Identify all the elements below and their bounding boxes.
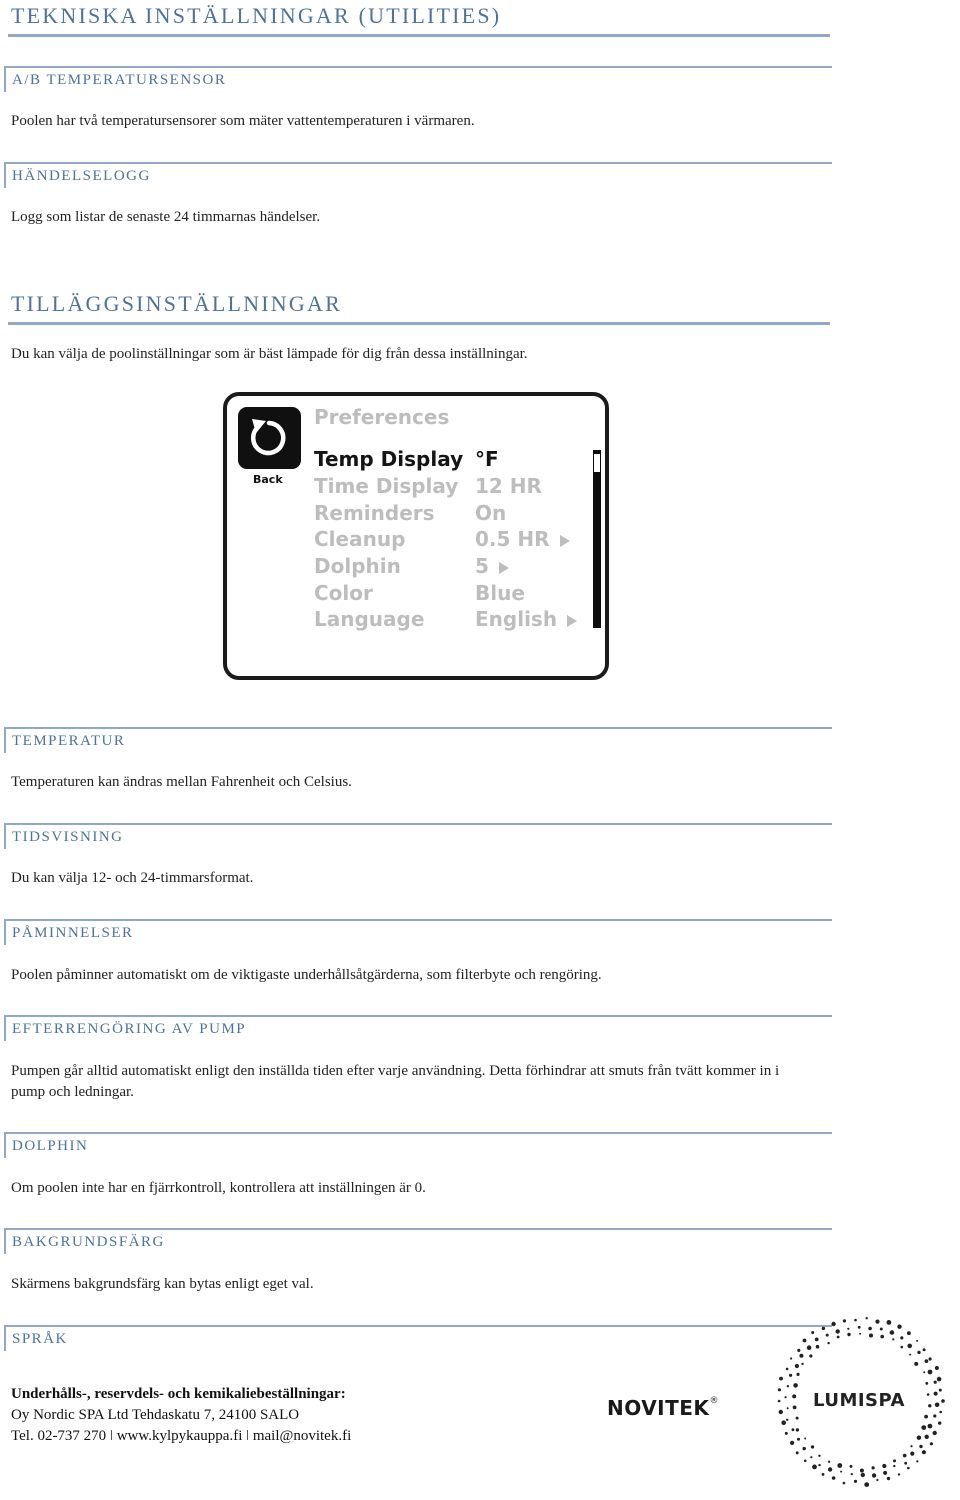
lumispa-dot bbox=[836, 1329, 840, 1333]
lumispa-dot bbox=[796, 1417, 799, 1420]
lumispa-dot bbox=[904, 1462, 907, 1465]
section-heading-sensor: A/B TEMPERATURSENSOR bbox=[12, 72, 227, 88]
lumispa-dot bbox=[917, 1436, 921, 1440]
lumispa-dot bbox=[924, 1415, 928, 1419]
section-body-extra: Du kan välja de poolinställningar som är bäst lämpade för dig från dessa inställningar. bbox=[11, 346, 528, 362]
section-heading-color: BAKGRUNDSFÄRG bbox=[12, 1234, 165, 1250]
lumispa-dot bbox=[864, 1482, 869, 1487]
submenu-arrow-icon bbox=[560, 535, 570, 547]
lumispa-dot bbox=[797, 1438, 800, 1441]
section-heading-reminders: PÅMINNELSER bbox=[12, 925, 134, 941]
lumispa-dot bbox=[901, 1346, 904, 1349]
page-title: TEKNISKA INSTÄLLNINGAR (UTILITIES) bbox=[11, 3, 502, 28]
lumispa-dot bbox=[832, 1476, 836, 1480]
section-body-sensor: Poolen har två temperatursensorer som mäter vattentemperaturen i värmaren. bbox=[11, 113, 475, 129]
lumispa-dot bbox=[828, 1467, 832, 1471]
pref-value-cleanup: 0.5 HR bbox=[475, 527, 550, 551]
lumispa-dot bbox=[925, 1359, 929, 1363]
lumispa-dot bbox=[778, 1388, 781, 1391]
pref-label-reminders[interactable]: Reminders bbox=[314, 501, 435, 525]
lumispa-dot bbox=[779, 1377, 783, 1381]
section-box bbox=[4, 727, 832, 753]
lumispa-dot bbox=[779, 1410, 783, 1414]
lumispa-dot bbox=[928, 1404, 931, 1407]
lumispa-dot bbox=[919, 1445, 922, 1448]
lumispa-dot bbox=[909, 1354, 911, 1356]
lumispa-dot bbox=[827, 1342, 829, 1344]
lumispa-dot bbox=[786, 1419, 788, 1421]
section-heading-language: SPRÅK bbox=[12, 1331, 68, 1347]
pref-value-dolphin-wrap[interactable] bbox=[475, 554, 509, 578]
lumispa-dot bbox=[828, 1461, 830, 1463]
section-body-reminders: Poolen påminner automatiskt om de viktigaste underhållsåtgärderna, som filterbyte och rengöring. bbox=[11, 967, 602, 983]
lumispa-dot bbox=[892, 1338, 894, 1340]
lumispa-dot bbox=[801, 1363, 803, 1365]
lumispa-dot bbox=[799, 1354, 803, 1358]
lumispa-dot bbox=[792, 1394, 796, 1398]
lumispa-dot bbox=[893, 1465, 895, 1467]
lumispa-dot bbox=[928, 1370, 933, 1375]
lumispa-dot bbox=[815, 1338, 819, 1342]
section-box bbox=[4, 1132, 832, 1158]
extra-rule bbox=[8, 322, 830, 325]
lumispa-dot bbox=[939, 1389, 942, 1392]
pref-value-cleanup-wrap[interactable] bbox=[475, 527, 570, 551]
lumispa-dot bbox=[792, 1428, 795, 1431]
lumispa-dot bbox=[851, 1473, 853, 1475]
lumispa-dot bbox=[872, 1473, 876, 1477]
lumispa-logo bbox=[766, 1306, 956, 1496]
section-heading-time: TIDSVISNING bbox=[12, 829, 124, 845]
lumispa-dot bbox=[922, 1450, 926, 1454]
lumispa-dot bbox=[937, 1377, 942, 1382]
lumispa-dot bbox=[887, 1477, 890, 1480]
pref-label-color[interactable]: Color bbox=[314, 581, 373, 605]
section-heading-log: HÄNDELSELOGG bbox=[12, 168, 151, 184]
lumispa-dot bbox=[812, 1465, 817, 1470]
lumispa-dot bbox=[859, 1333, 861, 1335]
lumispa-dot bbox=[917, 1351, 920, 1354]
lumispa-dot bbox=[925, 1382, 928, 1385]
section-heading-dolphin: DOLPHIN bbox=[12, 1138, 89, 1154]
lumispa-dot bbox=[910, 1445, 912, 1447]
pref-label-temp-display[interactable]: Temp Display bbox=[314, 447, 464, 471]
lumispa-dot bbox=[831, 1322, 835, 1326]
submenu-arrow-icon bbox=[499, 562, 509, 574]
lumispa-dot bbox=[939, 1411, 942, 1414]
lumispa-dot bbox=[796, 1428, 799, 1431]
lumispa-dot bbox=[810, 1456, 812, 1458]
lumispa-dot bbox=[927, 1393, 930, 1396]
scrollbar[interactable] bbox=[593, 450, 601, 628]
lumispa-dot bbox=[882, 1464, 886, 1468]
pref-label-cleanup[interactable]: Cleanup bbox=[314, 527, 406, 551]
lumispa-dot bbox=[928, 1424, 933, 1429]
lumispa-dot bbox=[787, 1407, 789, 1409]
lumispa-dot bbox=[818, 1464, 820, 1466]
lumispa-dot bbox=[790, 1357, 792, 1359]
pref-label-language[interactable]: Language bbox=[314, 607, 425, 631]
lumispa-dot bbox=[822, 1473, 825, 1476]
lumispa-dot bbox=[826, 1334, 829, 1337]
lumispa-dot bbox=[933, 1414, 936, 1417]
section-heading-temperature: TEMPERATUR bbox=[12, 733, 126, 749]
lumispa-dot bbox=[778, 1400, 781, 1403]
lumispa-dot bbox=[822, 1327, 825, 1330]
lumispa-dot bbox=[868, 1327, 872, 1331]
lumispa-dot bbox=[793, 1383, 798, 1388]
pref-value-reminders[interactable]: On bbox=[475, 501, 507, 525]
lumispa-dot bbox=[795, 1364, 799, 1368]
registered-mark-icon: ® bbox=[709, 1396, 719, 1406]
preferences-title: Preferences bbox=[314, 405, 450, 429]
lumispa-dot bbox=[793, 1406, 797, 1410]
pref-value-dolphin: 5 bbox=[475, 554, 489, 578]
lumispa-dot bbox=[933, 1431, 937, 1435]
preferences-screen bbox=[223, 392, 609, 680]
pref-value-language-wrap[interactable] bbox=[475, 607, 577, 631]
lumispa-dot bbox=[900, 1336, 903, 1339]
lumispa-dot bbox=[923, 1348, 926, 1351]
lumispa-dot bbox=[785, 1396, 787, 1398]
section-body-cleanup-line2: pump och ledningar. bbox=[11, 1084, 134, 1100]
lumispa-dot bbox=[890, 1330, 895, 1335]
lumispa-dot bbox=[854, 1319, 857, 1322]
lumispa-dot bbox=[929, 1357, 932, 1360]
lumispa-dot bbox=[903, 1454, 907, 1458]
lumispa-dot bbox=[910, 1452, 914, 1456]
lumispa-dot bbox=[934, 1392, 938, 1396]
lumispa-dot bbox=[880, 1328, 883, 1331]
lumispa-dot bbox=[840, 1471, 842, 1473]
lumispa-dot bbox=[875, 1320, 879, 1324]
lumispa-dot bbox=[872, 1466, 875, 1469]
lumispa-dot bbox=[796, 1451, 799, 1454]
lumispa-dot bbox=[803, 1339, 807, 1343]
section-heading-cleanup: EFTERRENGÖRING AV PUMP bbox=[12, 1021, 247, 1037]
section-body-log: Logg som listar de senaste 24 timmarnas händelser. bbox=[11, 209, 321, 225]
lumispa-dot bbox=[837, 1463, 842, 1468]
novitek-logo-text: NOVITEK bbox=[607, 1396, 710, 1420]
footer-contact: Tel. 02-737 270 ǀ www.kylpykauppa.fi ǀ mail@novitek.fi bbox=[11, 1428, 352, 1444]
lumispa-dot bbox=[893, 1459, 896, 1462]
footer-address: Oy Nordic SPA Ltd Tehdaskatu 7, 24100 SALO bbox=[11, 1407, 300, 1423]
lumispa-dot bbox=[843, 1482, 846, 1485]
lumispa-dot bbox=[781, 1420, 786, 1425]
section-body-cleanup-line1: Pumpen går alltid automatiskt enligt den inställda tiden efter varje användning. Detta förhindrar att smuts från tvätt kommer in i bbox=[11, 1063, 780, 1079]
lumispa-dot bbox=[923, 1371, 925, 1373]
pref-value-temp-display[interactable]: °F bbox=[475, 447, 499, 471]
lumispa-dot bbox=[934, 1381, 937, 1384]
lumispa-dot bbox=[907, 1344, 912, 1349]
lumispa-dot bbox=[916, 1460, 918, 1462]
lumispa-dot bbox=[837, 1336, 840, 1339]
lumispa-dot bbox=[869, 1334, 873, 1338]
lumispa-dot bbox=[811, 1445, 814, 1448]
lumispa-dot bbox=[941, 1399, 945, 1403]
lumispa-dot bbox=[916, 1340, 918, 1342]
pref-label-dolphin[interactable]: Dolphin bbox=[314, 554, 401, 578]
lumispa-dot bbox=[803, 1447, 806, 1450]
lumispa-dot bbox=[858, 1326, 861, 1329]
lumispa-dot bbox=[930, 1442, 933, 1445]
section-body-temperature: Temperaturen kan ändras mellan Fahrenheit och Celsius. bbox=[11, 774, 352, 790]
lumispa-dot bbox=[804, 1460, 807, 1463]
lumispa-dot bbox=[907, 1331, 911, 1335]
section-body-color: Skärmens bakgrundsfärg kan bytas enligt eget val. bbox=[11, 1276, 314, 1292]
back-button[interactable] bbox=[238, 407, 301, 469]
lumispa-dot bbox=[789, 1374, 792, 1377]
pref-value-time-display[interactable]: 12 HR bbox=[475, 474, 542, 498]
lumispa-dot bbox=[785, 1432, 788, 1435]
pref-value-color[interactable]: Blue bbox=[475, 581, 525, 605]
title-rule bbox=[8, 34, 830, 37]
scroll-thumb[interactable] bbox=[594, 454, 600, 472]
lumispa-dot bbox=[811, 1331, 814, 1334]
lumispa-dot bbox=[843, 1319, 846, 1322]
lumispa-dot bbox=[898, 1473, 900, 1475]
footer-heading: Underhålls-, reservdels- och kemikaliebeställningar: bbox=[11, 1386, 346, 1402]
pref-value-language: English bbox=[475, 607, 558, 631]
lumispa-dot bbox=[854, 1480, 857, 1483]
lumispa-dot bbox=[809, 1354, 812, 1357]
lumispa-dot bbox=[907, 1467, 910, 1470]
back-label: Back bbox=[253, 473, 283, 486]
section-body-dolphin: Om poolen inte har en fjärrkontroll, kontrollera att inställningen är 0. bbox=[11, 1180, 426, 1196]
lumispa-dot bbox=[850, 1465, 853, 1468]
lumispa-dot bbox=[816, 1345, 820, 1349]
lumispa-dot bbox=[804, 1438, 806, 1440]
lumispa-dot bbox=[876, 1479, 878, 1481]
section-box bbox=[4, 1325, 832, 1351]
lumispa-dot bbox=[787, 1385, 789, 1387]
submenu-arrow-icon bbox=[567, 615, 577, 627]
section-heading-extra: TILLÄGGSINSTÄLLNINGAR bbox=[11, 291, 342, 316]
lumispa-dot bbox=[925, 1435, 929, 1439]
lumispa-dot bbox=[887, 1320, 892, 1325]
back-icon bbox=[238, 407, 301, 469]
lumispa-dot bbox=[880, 1335, 884, 1339]
lumispa-dot bbox=[786, 1368, 789, 1371]
pref-label-time-display[interactable]: Time Display bbox=[314, 474, 459, 498]
lumispa-dot bbox=[847, 1333, 850, 1336]
lumispa-dot bbox=[883, 1471, 887, 1475]
lumispa-dot bbox=[935, 1366, 939, 1370]
section-body-time: Du kan välja 12- och 24-timmarsformat. bbox=[11, 870, 254, 886]
lumispa-dot bbox=[796, 1373, 799, 1376]
lumispa-dot bbox=[921, 1425, 926, 1430]
lumispa-dot bbox=[847, 1328, 849, 1330]
lumispa-dot bbox=[860, 1469, 864, 1473]
novitek-logo bbox=[607, 1396, 718, 1420]
lumispa-dot bbox=[861, 1473, 865, 1477]
lumispa-dot bbox=[938, 1421, 941, 1424]
lumispa-logo-text: LUMISPA bbox=[813, 1390, 905, 1411]
lumispa-dot bbox=[790, 1441, 794, 1445]
lumispa-dot bbox=[866, 1317, 868, 1319]
lumispa-dot bbox=[807, 1345, 812, 1350]
lumispa-dot bbox=[914, 1362, 918, 1366]
section-box bbox=[4, 823, 832, 849]
lumispa-dot bbox=[797, 1349, 800, 1352]
lumispa-dot bbox=[935, 1403, 940, 1408]
lumispa-dot bbox=[897, 1325, 901, 1329]
lumispa-dot bbox=[818, 1455, 820, 1457]
